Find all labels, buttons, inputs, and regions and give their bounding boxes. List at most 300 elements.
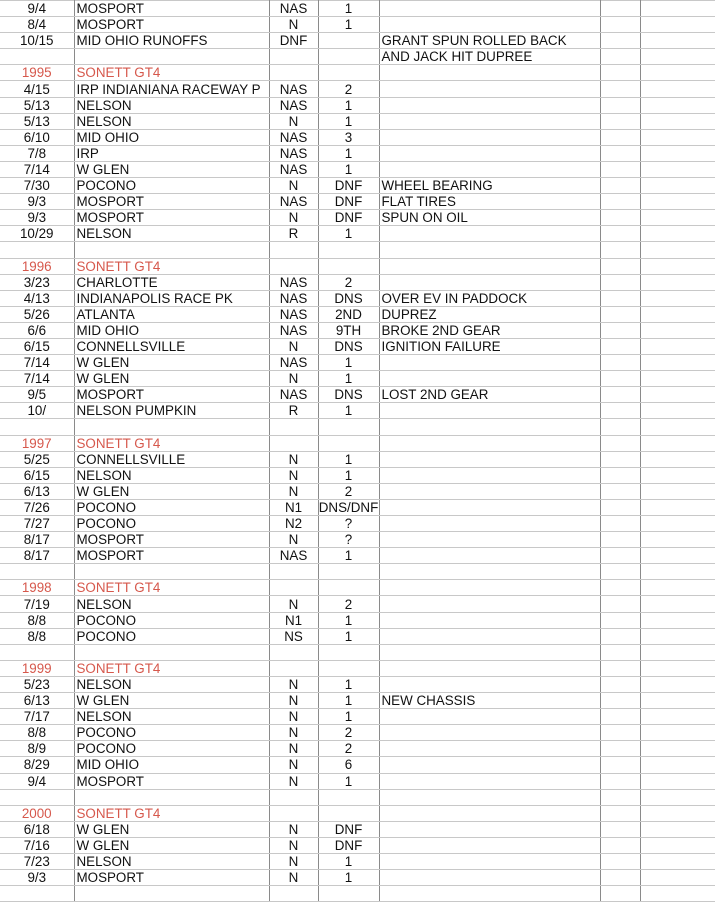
empty-cell — [640, 210, 715, 226]
race-row — [0, 773, 715, 789]
note-cell — [379, 644, 600, 660]
empty-cell — [600, 821, 640, 837]
race-row — [0, 371, 715, 387]
note-cell — [379, 65, 600, 81]
empty-cell — [640, 805, 715, 821]
empty-cell — [600, 1, 640, 17]
track-cell: NELSON — [74, 596, 269, 612]
empty-cell — [600, 242, 640, 258]
empty-cell — [640, 837, 715, 853]
empty-cell — [600, 660, 640, 676]
race-row — [0, 17, 715, 33]
class-cell: NAS — [269, 1, 318, 17]
track-cell: POCONO — [74, 516, 269, 532]
class-cell: NAS — [269, 306, 318, 322]
class-cell — [269, 242, 318, 258]
date-cell: 7/19 — [0, 596, 74, 612]
race-row — [0, 338, 715, 354]
empty-cell — [600, 725, 640, 741]
class-cell: N1 — [269, 612, 318, 628]
track-cell: INDIANAPOLIS RACE PK — [74, 290, 269, 306]
empty-cell — [640, 676, 715, 692]
empty-cell — [600, 580, 640, 596]
result-cell: DNS — [318, 387, 379, 403]
empty-cell — [640, 870, 715, 886]
note-cell — [379, 870, 600, 886]
result-cell: ? — [318, 516, 379, 532]
empty-cell — [640, 306, 715, 322]
result-cell: DNS — [318, 290, 379, 306]
class-cell: DNF — [269, 33, 318, 49]
note-cell — [379, 97, 600, 113]
result-cell: DNF — [318, 194, 379, 210]
track-cell: NELSON — [74, 676, 269, 692]
class-cell: NAS — [269, 322, 318, 338]
note-cell — [379, 532, 600, 548]
empty-cell — [640, 516, 715, 532]
result-cell: 1 — [318, 17, 379, 33]
result-cell: 2 — [318, 483, 379, 499]
track-cell — [74, 419, 269, 435]
empty-cell — [600, 97, 640, 113]
note-cell: IGNITION FAILURE — [379, 338, 600, 354]
race-row — [0, 837, 715, 853]
empty-cell — [640, 81, 715, 97]
empty-cell — [600, 693, 640, 709]
empty-cell — [640, 660, 715, 676]
track-cell: POCONO — [74, 499, 269, 515]
season-header-row — [0, 65, 715, 81]
result-cell: 1 — [318, 676, 379, 692]
empty-cell — [640, 483, 715, 499]
empty-cell — [640, 338, 715, 354]
result-cell: DNF — [318, 178, 379, 194]
date-cell: 8/8 — [0, 725, 74, 741]
class-cell: NAS — [269, 129, 318, 145]
empty-cell — [640, 33, 715, 49]
note-cell — [379, 821, 600, 837]
result-cell: 1 — [318, 693, 379, 709]
result-cell: 1 — [318, 371, 379, 387]
sheet-body — [0, 1, 715, 902]
empty-cell — [640, 371, 715, 387]
track-cell: MID OHIO — [74, 322, 269, 338]
track-cell: W GLEN — [74, 693, 269, 709]
empty-cell — [600, 548, 640, 564]
empty-cell — [600, 644, 640, 660]
date-cell: 6/6 — [0, 322, 74, 338]
class-cell — [269, 258, 318, 274]
date-cell: 6/10 — [0, 129, 74, 145]
class-cell: NAS — [269, 548, 318, 564]
empty-cell — [640, 741, 715, 757]
note-cell — [379, 548, 600, 564]
date-cell: 6/13 — [0, 483, 74, 499]
track-cell — [74, 49, 269, 65]
class-cell: N — [269, 676, 318, 692]
empty-cell — [600, 145, 640, 161]
track-cell: W GLEN — [74, 355, 269, 371]
note-cell — [379, 853, 600, 869]
note-cell — [379, 1, 600, 17]
track-cell — [74, 644, 269, 660]
empty-cell — [640, 1, 715, 17]
empty-cell — [600, 387, 640, 403]
class-cell: N — [269, 338, 318, 354]
season-year: 2000 — [0, 805, 74, 821]
empty-cell — [640, 322, 715, 338]
empty-cell — [600, 837, 640, 853]
empty-cell — [640, 435, 715, 451]
race-row — [0, 97, 715, 113]
race-row — [0, 725, 715, 741]
track-cell: CHARLOTTE — [74, 274, 269, 290]
empty-cell — [640, 499, 715, 515]
empty-cell — [600, 741, 640, 757]
empty-cell — [600, 113, 640, 129]
date-cell: 6/18 — [0, 821, 74, 837]
date-cell: 5/23 — [0, 676, 74, 692]
season-year: 1996 — [0, 258, 74, 274]
empty-cell — [640, 725, 715, 741]
class-cell: N — [269, 532, 318, 548]
empty-cell — [640, 145, 715, 161]
class-cell: NAS — [269, 355, 318, 371]
result-cell: ? — [318, 532, 379, 548]
blank-row — [0, 644, 715, 660]
result-cell: 2 — [318, 725, 379, 741]
race-row — [0, 161, 715, 177]
empty-cell — [600, 419, 640, 435]
class-cell: N — [269, 870, 318, 886]
race-row — [0, 693, 715, 709]
result-cell: 6 — [318, 757, 379, 773]
result-cell: 1 — [318, 628, 379, 644]
result-cell — [318, 789, 379, 805]
date-cell: 7/30 — [0, 178, 74, 194]
empty-cell — [640, 290, 715, 306]
class-cell: R — [269, 403, 318, 419]
empty-cell — [600, 322, 640, 338]
empty-cell — [600, 306, 640, 322]
track-cell: POCONO — [74, 178, 269, 194]
result-cell: 1 — [318, 773, 379, 789]
race-row — [0, 355, 715, 371]
season-car: SONETT GT4 — [74, 805, 269, 821]
empty-cell — [640, 628, 715, 644]
race-row — [0, 467, 715, 483]
class-cell: R — [269, 226, 318, 242]
result-cell: 1 — [318, 709, 379, 725]
note-cell: WHEEL BEARING — [379, 178, 600, 194]
date-cell — [0, 564, 74, 580]
note-cell: FLAT TIRES — [379, 194, 600, 210]
note-cell — [379, 564, 600, 580]
date-cell: 6/15 — [0, 338, 74, 354]
track-cell: MID OHIO — [74, 757, 269, 773]
empty-cell — [600, 516, 640, 532]
result-cell: 1 — [318, 612, 379, 628]
empty-cell — [640, 403, 715, 419]
empty-cell — [600, 870, 640, 886]
track-cell: POCONO — [74, 612, 269, 628]
empty-cell — [600, 564, 640, 580]
note-cell — [379, 403, 600, 419]
empty-cell — [640, 853, 715, 869]
date-cell — [0, 789, 74, 805]
season-car: SONETT GT4 — [74, 435, 269, 451]
track-cell: IRP — [74, 145, 269, 161]
result-cell: 1 — [318, 853, 379, 869]
track-cell: W GLEN — [74, 483, 269, 499]
date-cell: 5/25 — [0, 451, 74, 467]
result-cell: 1 — [318, 403, 379, 419]
empty-cell — [600, 274, 640, 290]
empty-cell — [640, 49, 715, 65]
track-cell: CONNELLSVILLE — [74, 451, 269, 467]
note-cell — [379, 725, 600, 741]
result-cell: DNS — [318, 338, 379, 354]
race-row — [0, 499, 715, 515]
class-cell: N — [269, 467, 318, 483]
season-year: 1999 — [0, 660, 74, 676]
date-cell: 10/15 — [0, 33, 74, 49]
result-cell: 1 — [318, 145, 379, 161]
empty-cell — [600, 676, 640, 692]
empty-cell — [600, 435, 640, 451]
empty-cell — [600, 467, 640, 483]
empty-cell — [600, 757, 640, 773]
date-cell: 6/15 — [0, 467, 74, 483]
track-cell: NELSON — [74, 853, 269, 869]
note-cell — [379, 226, 600, 242]
result-cell — [318, 580, 379, 596]
track-cell: NELSON PUMPKIN — [74, 403, 269, 419]
season-car: SONETT GT4 — [74, 580, 269, 596]
note-cell — [379, 757, 600, 773]
empty-cell — [600, 338, 640, 354]
empty-cell — [640, 161, 715, 177]
empty-cell — [600, 81, 640, 97]
result-cell: 3 — [318, 129, 379, 145]
empty-cell — [600, 499, 640, 515]
date-cell: 7/8 — [0, 145, 74, 161]
empty-cell — [600, 483, 640, 499]
empty-cell — [640, 97, 715, 113]
empty-cell — [640, 564, 715, 580]
race-row — [0, 210, 715, 226]
date-cell: 7/26 — [0, 499, 74, 515]
track-cell: ATLANTA — [74, 306, 269, 322]
note-cell — [379, 483, 600, 499]
result-cell: 1 — [318, 870, 379, 886]
track-cell: W GLEN — [74, 161, 269, 177]
class-cell: N — [269, 821, 318, 837]
note-cell: GRANT SPUN ROLLED BACK — [379, 33, 600, 49]
season-header-row — [0, 258, 715, 274]
note-cell — [379, 789, 600, 805]
race-row — [0, 741, 715, 757]
class-cell: NAS — [269, 274, 318, 290]
class-cell — [269, 805, 318, 821]
track-cell: NELSON — [74, 226, 269, 242]
result-cell: 2 — [318, 741, 379, 757]
date-cell: 10/29 — [0, 226, 74, 242]
race-row — [0, 757, 715, 773]
note-cell — [379, 837, 600, 853]
class-cell: NAS — [269, 97, 318, 113]
note-cell — [379, 676, 600, 692]
race-row — [0, 870, 715, 886]
note-cell — [379, 580, 600, 596]
empty-cell — [640, 113, 715, 129]
empty-cell — [600, 403, 640, 419]
race-row — [0, 596, 715, 612]
class-cell: NAS — [269, 161, 318, 177]
empty-cell — [600, 628, 640, 644]
season-car: SONETT GT4 — [74, 258, 269, 274]
date-cell: 9/5 — [0, 387, 74, 403]
note-cell — [379, 628, 600, 644]
result-cell — [318, 419, 379, 435]
date-cell: 7/17 — [0, 709, 74, 725]
date-cell: 5/26 — [0, 306, 74, 322]
race-row — [0, 322, 715, 338]
note-cell — [379, 741, 600, 757]
race-row — [0, 194, 715, 210]
race-row — [0, 387, 715, 403]
class-cell: N — [269, 210, 318, 226]
date-cell: 7/14 — [0, 371, 74, 387]
empty-cell — [640, 789, 715, 805]
class-cell — [269, 660, 318, 676]
result-cell: 9TH — [318, 322, 379, 338]
empty-cell — [600, 290, 640, 306]
race-row — [0, 548, 715, 564]
track-cell — [74, 886, 269, 902]
race-row — [0, 1, 715, 17]
season-car: SONETT GT4 — [74, 65, 269, 81]
note-cell — [379, 660, 600, 676]
season-year: 1995 — [0, 65, 74, 81]
result-cell: 2 — [318, 596, 379, 612]
empty-cell — [600, 226, 640, 242]
note-cell — [379, 612, 600, 628]
class-cell: N — [269, 483, 318, 499]
season-car: SONETT GT4 — [74, 660, 269, 676]
class-cell: N — [269, 113, 318, 129]
empty-cell — [600, 451, 640, 467]
class-cell — [269, 789, 318, 805]
date-cell: 9/3 — [0, 194, 74, 210]
class-cell — [269, 580, 318, 596]
note-cell — [379, 773, 600, 789]
result-cell: DNF — [318, 837, 379, 853]
blank-row — [0, 886, 715, 902]
note-cell — [379, 258, 600, 274]
date-cell: 8/8 — [0, 612, 74, 628]
empty-cell — [600, 161, 640, 177]
date-cell: 6/13 — [0, 693, 74, 709]
empty-cell — [600, 210, 640, 226]
race-row — [0, 483, 715, 499]
date-cell: 7/14 — [0, 355, 74, 371]
race-row — [0, 129, 715, 145]
date-cell: 4/13 — [0, 290, 74, 306]
result-cell: 2 — [318, 274, 379, 290]
note-cell: DUPREZ — [379, 306, 600, 322]
date-cell: 8/9 — [0, 741, 74, 757]
empty-cell — [640, 242, 715, 258]
empty-cell — [640, 757, 715, 773]
class-cell: NAS — [269, 387, 318, 403]
date-cell — [0, 242, 74, 258]
class-cell: NAS — [269, 290, 318, 306]
track-cell: MOSPORT — [74, 773, 269, 789]
race-row — [0, 274, 715, 290]
race-row — [0, 451, 715, 467]
empty-cell — [640, 274, 715, 290]
result-cell: DNF — [318, 821, 379, 837]
class-cell — [269, 435, 318, 451]
note-cell — [379, 886, 600, 902]
result-cell — [318, 644, 379, 660]
note-cell — [379, 161, 600, 177]
track-cell: MID OHIO RUNOFFS — [74, 33, 269, 49]
track-cell: MOSPORT — [74, 1, 269, 17]
blank-row — [0, 564, 715, 580]
track-cell: W GLEN — [74, 371, 269, 387]
empty-cell — [640, 226, 715, 242]
result-cell: 1 — [318, 355, 379, 371]
race-row — [0, 676, 715, 692]
race-row — [0, 178, 715, 194]
class-cell: N1 — [269, 499, 318, 515]
race-row — [0, 516, 715, 532]
note-cell — [379, 17, 600, 33]
race-row — [0, 290, 715, 306]
class-cell: N — [269, 773, 318, 789]
result-cell: 2ND — [318, 306, 379, 322]
result-cell — [318, 886, 379, 902]
race-row — [0, 853, 715, 869]
class-cell: N — [269, 693, 318, 709]
empty-cell — [600, 258, 640, 274]
empty-cell — [600, 709, 640, 725]
result-cell: 1 — [318, 97, 379, 113]
blank-row — [0, 789, 715, 805]
race-row — [0, 49, 715, 65]
result-cell — [318, 33, 379, 49]
empty-cell — [600, 355, 640, 371]
blank-row — [0, 242, 715, 258]
season-header-row — [0, 580, 715, 596]
class-cell: N — [269, 837, 318, 853]
race-row — [0, 226, 715, 242]
note-cell: BROKE 2ND GEAR — [379, 322, 600, 338]
empty-cell — [600, 33, 640, 49]
track-cell — [74, 242, 269, 258]
empty-cell — [640, 467, 715, 483]
empty-cell — [640, 693, 715, 709]
empty-cell — [640, 532, 715, 548]
empty-cell — [600, 194, 640, 210]
note-cell — [379, 467, 600, 483]
track-cell — [74, 564, 269, 580]
empty-cell — [640, 886, 715, 902]
result-cell: 2 — [318, 81, 379, 97]
class-cell: NS — [269, 628, 318, 644]
